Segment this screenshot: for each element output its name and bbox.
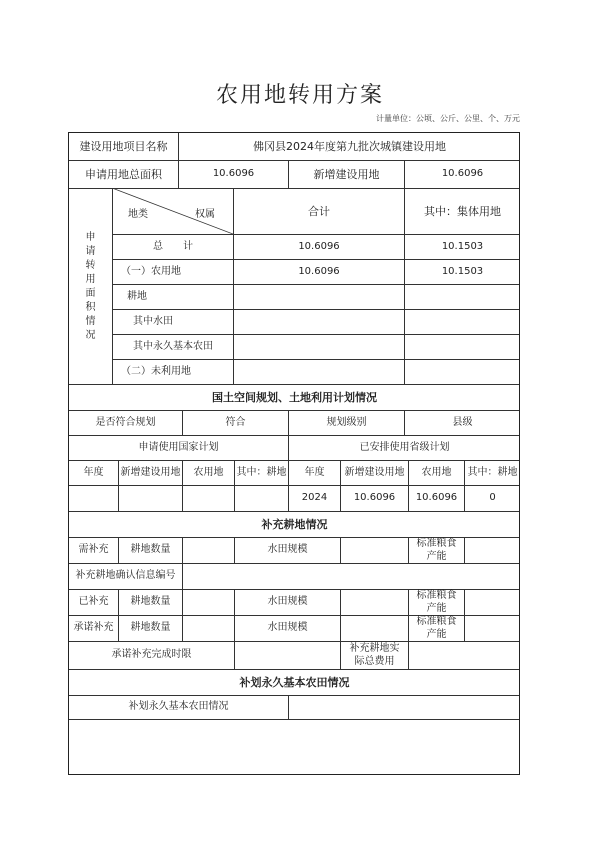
promise-arable-qty-label: 耕地数量 [118,615,182,641]
apply-row-total [233,359,404,384]
supplement-section-title: 补充耕地情况 [68,511,520,537]
actual-cost-label: 补充耕地实际总费用 [340,641,408,669]
apply-row-label: 其中永久基本农田 [112,334,233,359]
apply-row-label: 耕地 [112,284,233,309]
need-grain-value [464,537,520,563]
plan-level-value: 县级 [404,410,520,435]
new-construction-value: 10.6096 [404,160,520,188]
national-year-header: 年度 [68,460,118,485]
national-new-header: 新增建设用地 [118,460,182,485]
national-new-value [118,485,182,511]
plan-level-label: 规划级别 [288,410,404,435]
national-year-value [68,485,118,511]
national-plan-label: 申请使用国家计划 [68,435,288,460]
confirm-number-value [182,563,520,589]
promise-paddy-scale-label: 水田规模 [234,615,340,641]
basic-farmland-row-label: 补划永久基本农田情况 [68,695,288,719]
unit-note: 计量单位：公顷、公斤、公里、个、万元 [376,114,520,123]
promise-grain-label: 标准粮食产能 [408,615,464,641]
done-paddy-scale-value [340,589,408,615]
confirm-number-label: 补充耕地确认信息编号 [68,563,182,589]
national-farm-value [182,485,234,511]
basic-farmland-section-title: 补划永久基本农田情况 [68,669,520,695]
conform-plan-label: 是否符合规划 [68,410,182,435]
total-header: 合计 [233,188,404,234]
apply-row-collective [404,359,520,384]
apply-row-total: 10.6096 [233,234,404,259]
apply-row-label: 总 计 [112,234,233,259]
provincial-farm-value: 10.6096 [408,485,464,511]
promise-grain-value [464,615,520,641]
apply-row-collective [404,309,520,334]
done-supplement-label: 已补充 [68,589,118,615]
promise-supplement-label: 承诺补充 [68,615,118,641]
need-supplement-label: 需补充 [68,537,118,563]
done-grain-label: 标准粮食产能 [408,589,464,615]
done-arable-qty-label: 耕地数量 [118,589,182,615]
provincial-year-header: 年度 [288,460,340,485]
conform-plan-value: 符合 [182,410,288,435]
promise-paddy-scale-value [340,615,408,641]
apply-row-collective: 10.1503 [404,259,520,284]
national-farm-header: 农用地 [182,460,234,485]
project-name-value: 佛冈县2024年度第九批次城镇建设用地 [178,132,520,160]
provincial-new-value: 10.6096 [340,485,408,511]
plan-section-title: 国土空间规划、土地利用计划情况 [68,384,520,410]
promise-finish-value [234,641,340,669]
basic-farmland-blank-area [68,719,520,775]
need-grain-label: 标准粮食产能 [408,537,464,563]
apply-row-label: （一）农用地 [112,259,233,284]
provincial-year-value: 2024 [288,485,340,511]
provincial-farm-header: 农用地 [408,460,464,485]
apply-row-label: 其中水田 [112,309,233,334]
promise-arable-qty-value [182,615,234,641]
total-area-value: 10.6096 [178,160,288,188]
new-construction-label: 新增建设用地 [288,160,404,188]
total-area-label: 申请用地总面积 [68,160,178,188]
need-arable-qty-value [182,537,234,563]
national-arable-value [234,485,288,511]
need-arable-qty-label: 耕地数量 [118,537,182,563]
done-grain-value [464,589,520,615]
apply-row-total [233,284,404,309]
need-paddy-scale-label: 水田规模 [234,537,340,563]
need-paddy-scale-value [340,537,408,563]
apply-area-side-label: 申 请 转 用 面 积 情 况 [68,188,112,384]
land-type-header: 地类 [128,209,148,220]
apply-row-total [233,334,404,359]
provincial-new-header: 新增建设用地 [340,460,408,485]
provincial-arable-value: 0 [464,485,520,511]
provincial-arable-header: 其中：耕地 [464,460,520,485]
basic-farmland-row-value [288,695,520,719]
project-name-label: 建设用地项目名称 [68,132,178,160]
apply-row-collective: 10.1503 [404,234,520,259]
document-title: 农用地转用方案 [215,83,384,108]
promise-finish-label: 承诺补充完成时限 [68,641,234,669]
actual-cost-value [408,641,520,669]
apply-row-total [233,309,404,334]
apply-row-collective [404,334,520,359]
collective-header: 其中：集体用地 [404,188,520,234]
ownership-header: 权属 [195,209,215,220]
apply-row-total: 10.6096 [233,259,404,284]
apply-row-collective [404,284,520,309]
national-arable-header: 其中：耕地 [234,460,288,485]
done-arable-qty-value [182,589,234,615]
provincial-plan-label: 已安排使用省级计划 [288,435,520,460]
done-paddy-scale-label: 水田规模 [234,589,340,615]
apply-row-label: （二）未利用地 [112,359,233,384]
